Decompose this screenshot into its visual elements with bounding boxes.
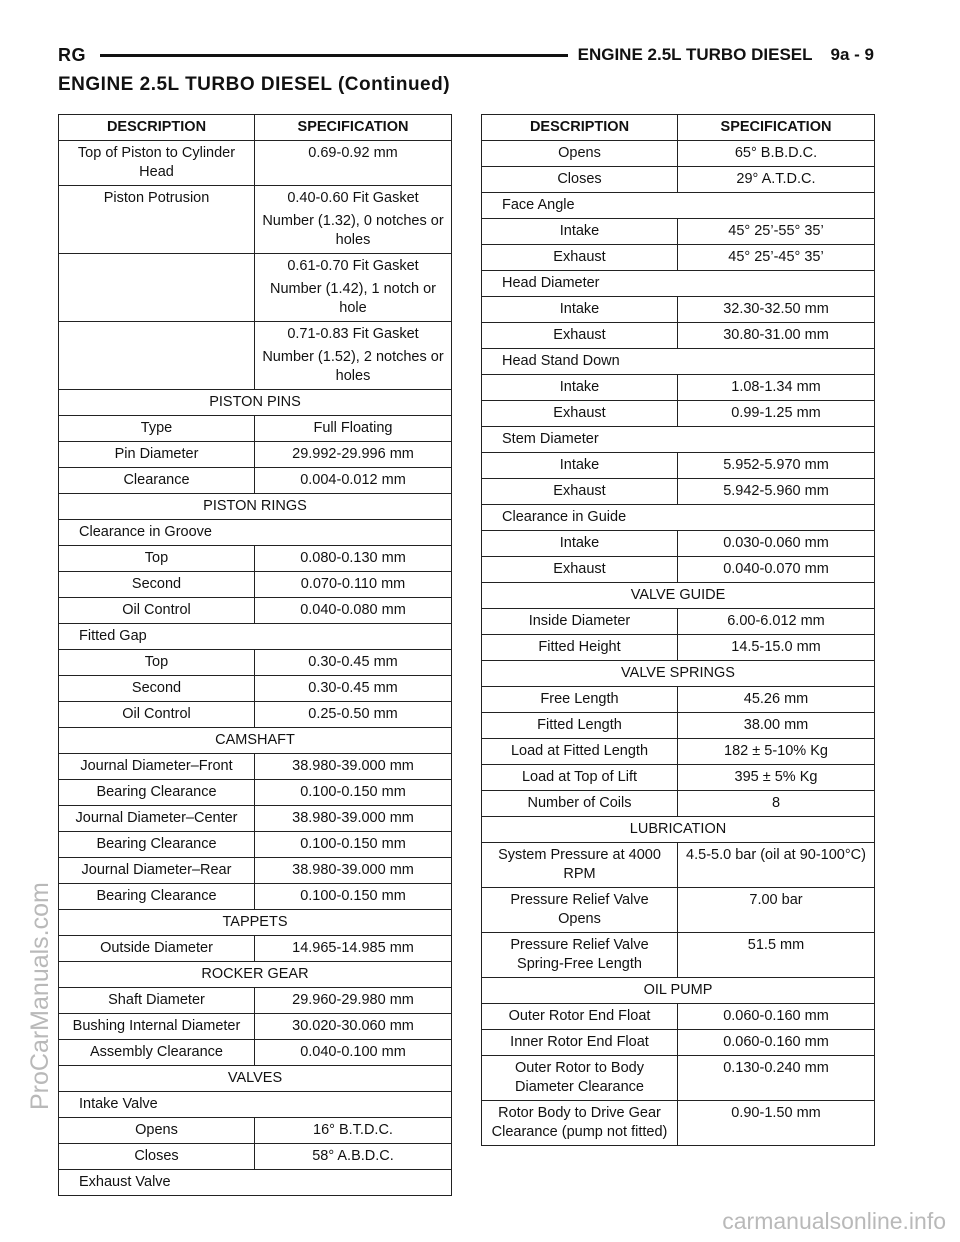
table-row [482,219,875,245]
subheading-row [482,271,875,297]
specification-cell: 65° B.B.D.C. [678,141,875,167]
subheading-row [482,427,875,453]
specification-cell: 45° 25’-45° 35’ [678,245,875,271]
specification-cell: 0.25-0.50 mm [255,702,452,728]
specification-cell: 38.980-39.000 mm [255,806,452,832]
section-row [59,728,452,754]
subheading-label: Clearance in Groove [59,520,255,546]
table-row [482,375,875,401]
subheading-label: Stem Diameter [482,427,678,453]
spec-table-right [481,114,875,1146]
empty-cell [678,271,875,297]
specification-cell: 5.942-5.960 mm [678,479,875,505]
table-row [59,1014,452,1040]
description-cell: Bearing Clearance [59,780,255,806]
specification-cell: 0.060-0.160 mm [678,1030,875,1056]
table-row [59,806,452,832]
section-heading: LUBRICATION [482,817,875,843]
section-row [59,494,452,520]
table-row [59,546,452,572]
specification-cell: 0.90-1.50 mm [678,1101,875,1146]
description-cell: Closes [59,1144,255,1170]
table-row [59,832,452,858]
header-section-code: RG [58,44,86,65]
subheading-label: Intake Valve [59,1092,255,1118]
section-heading: TAPPETS [59,910,452,936]
table-row [482,1101,875,1146]
specification-cell: 29.960-29.980 mm [255,988,452,1014]
specification-cell [255,254,452,322]
table-row [59,322,452,390]
section-row [482,978,875,1004]
description-cell: Second [59,676,255,702]
description-cell: Oil Control [59,598,255,624]
empty-cell [255,1092,452,1118]
description-cell: Pin Diameter [59,442,255,468]
specification-cell: 0.060-0.160 mm [678,1004,875,1030]
specification-cell: 0.080-0.130 mm [255,546,452,572]
table-row [482,167,875,193]
table-row [482,635,875,661]
empty-cell [678,193,875,219]
table-row [482,1030,875,1056]
table-row [482,141,875,167]
description-cell: Journal Diameter–Center [59,806,255,832]
table-row [482,713,875,739]
specification-cell: 14.965-14.985 mm [255,936,452,962]
specification-cell: 1.08-1.34 mm [678,375,875,401]
table-row [482,453,875,479]
specification-cell: 38.00 mm [678,713,875,739]
specification-cell: 0.30-0.45 mm [255,650,452,676]
specification-cell: 8 [678,791,875,817]
description-cell: Intake [482,375,678,401]
table-row [482,531,875,557]
description-cell: Intake [482,453,678,479]
specification-cell: 29° A.T.D.C. [678,167,875,193]
page-number: 9a - 9 [830,45,874,64]
subheading-label: Head Diameter [482,271,678,297]
empty-cell [678,349,875,375]
description-cell: Oil Control [59,702,255,728]
specification-cell: 0.99-1.25 mm [678,401,875,427]
description-cell: Pressure Relief Valve Spring-Free Length [482,933,678,978]
column-header-description: DESCRIPTION [482,115,678,141]
table-row [482,245,875,271]
description-cell: Journal Diameter–Rear [59,858,255,884]
specification-cell: 0.100-0.150 mm [255,884,452,910]
description-cell: Exhaust [482,245,678,271]
specification-cell: 0.100-0.150 mm [255,780,452,806]
specification-cell: 16° B.T.D.C. [255,1118,452,1144]
description-cell: Rotor Body to Drive Gear Clearance (pump not fitted) [482,1101,678,1146]
specification-cell: 38.980-39.000 mm [255,754,452,780]
subheading-label: Face Angle [482,193,678,219]
description-cell: Exhaust [482,323,678,349]
empty-cell [678,505,875,531]
table-row [482,791,875,817]
section-row [59,1066,452,1092]
table-row [59,884,452,910]
description-cell [59,322,255,390]
table-header-row [59,115,452,141]
specification-cell: 0.004-0.012 mm [255,468,452,494]
spec-line-2: Number (1.32), 0 notches or holes [262,213,444,248]
table-row [482,609,875,635]
column-header-specification: SPECIFICATION [678,115,875,141]
specification-cell: 395 ± 5% Kg [678,765,875,791]
table-row [482,739,875,765]
section-heading: ROCKER GEAR [59,962,452,988]
description-cell: System Pressure at 4000 RPM [482,843,678,888]
table-row [59,1040,452,1066]
specification-cell: 30.020-30.060 mm [255,1014,452,1040]
specification-cell: 0.030-0.060 mm [678,531,875,557]
description-cell: Closes [482,167,678,193]
description-cell: Exhaust [482,557,678,583]
section-heading: CAMSHAFT [59,728,452,754]
description-cell: Load at Top of Lift [482,765,678,791]
section-heading: PISTON PINS [59,390,452,416]
description-cell: Outer Rotor to Body Diameter Clearance [482,1056,678,1101]
description-cell: Exhaust [482,401,678,427]
table-row [59,858,452,884]
specification-cell: 5.952-5.970 mm [678,453,875,479]
description-cell [59,254,255,322]
description-cell: Intake [482,297,678,323]
section-heading: VALVE GUIDE [482,583,875,609]
spec-line-1: 0.71-0.83 Fit Gasket [287,326,419,342]
specification-cell: 0.040-0.100 mm [255,1040,452,1066]
table-row [59,468,452,494]
section-row [482,817,875,843]
table-row [59,650,452,676]
section-heading: OIL PUMP [482,978,875,1004]
section-row [59,962,452,988]
specification-cell [255,186,452,254]
specification-cell: 14.5-15.0 mm [678,635,875,661]
table-row [59,598,452,624]
subheading-label: Head Stand Down [482,349,678,375]
specification-cell: 29.992-29.996 mm [255,442,452,468]
specification-cell: 38.980-39.000 mm [255,858,452,884]
table-row [59,442,452,468]
column-header-specification: SPECIFICATION [255,115,452,141]
table-row [482,479,875,505]
description-cell: Assembly Clearance [59,1040,255,1066]
header-chapter-title: ENGINE 2.5L TURBO DIESEL [577,45,813,64]
description-cell: Piston Potrusion [59,186,255,254]
specification-cell: 0.040-0.070 mm [678,557,875,583]
table-row [482,933,875,978]
subheading-row [59,1170,452,1196]
specification-cell: 51.5 mm [678,933,875,978]
specification-cell: 0.040-0.080 mm [255,598,452,624]
table-row [59,572,452,598]
specification-cell: 0.070-0.110 mm [255,572,452,598]
table-header-row [482,115,875,141]
subheading-row [482,505,875,531]
subheading-row [482,193,875,219]
specification-cell: 30.80-31.00 mm [678,323,875,349]
table-row [59,1118,452,1144]
table-row [482,765,875,791]
table-row [59,780,452,806]
page-header [58,40,874,70]
description-cell: Pressure Relief Valve Opens [482,888,678,933]
table-row [482,297,875,323]
table-row [482,401,875,427]
specification-cell: 58° A.B.D.C. [255,1144,452,1170]
description-cell: Outer Rotor End Float [482,1004,678,1030]
specification-cell: 0.100-0.150 mm [255,832,452,858]
description-cell: Top [59,650,255,676]
spec-line-1: 0.61-0.70 Fit Gasket [287,258,419,274]
empty-cell [255,1170,452,1196]
specification-cell: 6.00-6.012 mm [678,609,875,635]
table-row [59,1144,452,1170]
specification-cell: 45.26 mm [678,687,875,713]
specification-cell: 7.00 bar [678,888,875,933]
description-cell: Inside Diameter [482,609,678,635]
column-header-description: DESCRIPTION [59,115,255,141]
subheading-label: Clearance in Guide [482,505,678,531]
spec-table-left [58,114,452,1196]
section-row [59,910,452,936]
table-row [59,988,452,1014]
specification-cell: 0.130-0.240 mm [678,1056,875,1101]
specification-cell: 45° 25’-55° 35’ [678,219,875,245]
watermark-side: ProCarManuals.com [26,882,54,1110]
description-cell: Top [59,546,255,572]
description-cell: Type [59,416,255,442]
table-row [59,702,452,728]
table-row [482,888,875,933]
watermark-bottom: carmanualsonline.info [722,1208,946,1234]
description-cell: Top of Piston to Cylinder Head [59,141,255,186]
description-cell: Shaft Diameter [59,988,255,1014]
empty-cell [255,520,452,546]
description-cell: Opens [482,141,678,167]
specification-cell: Full Floating [255,416,452,442]
description-cell: Clearance [59,468,255,494]
description-cell: Inner Rotor End Float [482,1030,678,1056]
description-cell: Bushing Internal Diameter [59,1014,255,1040]
section-heading: VALVES [59,1066,452,1092]
section-row [482,583,875,609]
section-title: ENGINE 2.5L TURBO DIESEL (Continued) [58,74,451,95]
subheading-label: Fitted Gap [59,624,255,650]
description-cell: Journal Diameter–Front [59,754,255,780]
description-cell: Intake [482,531,678,557]
section-heading: PISTON RINGS [59,494,452,520]
subheading-row [59,1092,452,1118]
table-row [59,141,452,186]
subheading-row [482,349,875,375]
subheading-row [59,624,452,650]
spec-line-2: Number (1.42), 1 notch or hole [269,281,437,316]
table-row [482,1056,875,1101]
specification-cell: 32.30-32.50 mm [678,297,875,323]
specification-cell: 0.30-0.45 mm [255,676,452,702]
table-row [59,676,452,702]
description-cell: Outside Diameter [59,936,255,962]
description-cell: Bearing Clearance [59,832,255,858]
empty-cell [678,427,875,453]
table-row [482,323,875,349]
table-row [482,687,875,713]
spec-line-1: 0.40-0.60 Fit Gasket [287,190,419,206]
description-cell: Intake [482,219,678,245]
table-row [59,186,452,254]
table-row [482,1004,875,1030]
spec-line-2: Number (1.52), 2 notches or holes [262,349,444,384]
specification-cell: 4.5-5.0 bar (oil at 90-100°C) [678,843,875,888]
description-cell: Second [59,572,255,598]
section-heading: VALVE SPRINGS [482,661,875,687]
description-cell: Exhaust [482,479,678,505]
subheading-row [59,520,452,546]
specification-cell: 0.69-0.92 mm [255,141,452,186]
table-row [59,936,452,962]
subheading-label: Exhaust Valve [59,1170,255,1196]
section-row [482,661,875,687]
description-cell: Fitted Height [482,635,678,661]
description-cell: Free Length [482,687,678,713]
table-row [482,843,875,888]
table-row [482,557,875,583]
empty-cell [255,624,452,650]
table-row [59,254,452,322]
specification-cell: 182 ± 5-10% Kg [678,739,875,765]
description-cell: Opens [59,1118,255,1144]
section-row [59,390,452,416]
table-row [59,416,452,442]
description-cell: Number of Coils [482,791,678,817]
description-cell: Fitted Length [482,713,678,739]
specification-cell [255,322,452,390]
header-rule [100,54,568,57]
description-cell: Bearing Clearance [59,884,255,910]
table-row [59,754,452,780]
description-cell: Load at Fitted Length [482,739,678,765]
